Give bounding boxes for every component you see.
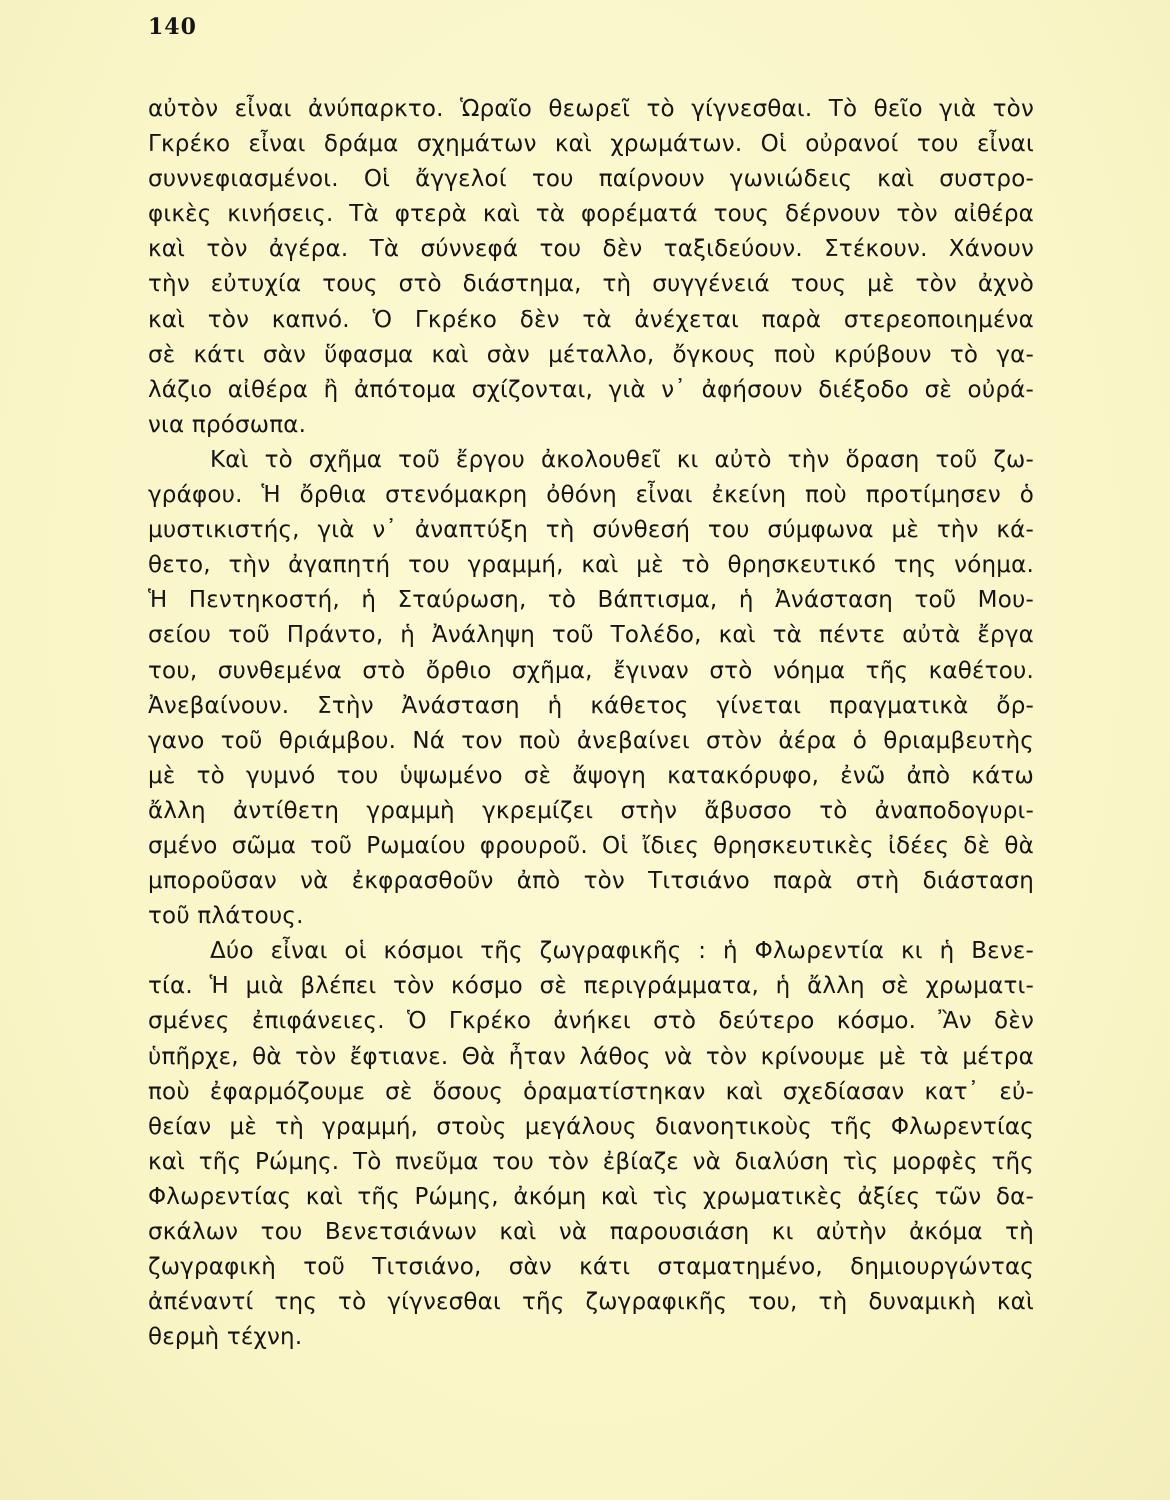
text-line: Ἡ Πεντηκοστή, ἡ Σταύρωση, τὸ Βάπτισμα, ἡ Ἀνάσταση τοῦ Μου- [148,587,1034,614]
text-line: συννεφιασμένοι. Οἱ ἄγγελοί του παίρνουν γωνιώδεις καὶ συστρο- [148,166,1034,193]
body-text [148,92,1034,1355]
text-line: φικὲς κινήσεις. Τὰ φτερὰ καὶ τὰ φορέματά τους δέρνουν τὸν αἰθέρα [148,201,1034,228]
text-line: καὶ τῆς Ρώμης. Τὸ πνεῦμα του τὸν ἐβίαζε νὰ διαλύση τὶς μορφὲς τῆς [148,1148,1034,1175]
text-line: ἀπέναντί της τὸ γίγνεσθαι τῆς ζωγραφικῆς του, τὴ δυναμικὴ καὶ [148,1289,1034,1316]
text-line: θερμὴ τέχνη. [148,1324,303,1351]
text-line: γανο τοῦ θριάμβου. Νά τον ποὺ ἀνεβαίνει στὸν ἀέρα ὁ θριαμβευτὴς [148,727,1034,754]
text-line: σὲ κάτι σὰν ὕφασμα καὶ σὰν μέταλλο, ὄγκους ποὺ κρύβουν τὸ γα- [148,341,1034,368]
text-line: σκάλων του Βενετσιάνων καὶ νὰ παρουσιάση κι αὐτὴν ἀκόμα τὴ [148,1219,1034,1245]
text-line: μποροῦσαν νὰ ἐκφρασθοῦν ἀπὸ τὸν Τιτσιάνο παρὰ στὴ διάσταση [148,868,1034,895]
text-line: τοῦ πλάτους. [148,903,304,930]
text-line: Φλωρεντίας καὶ τῆς Ρώμης, ἀκόμη καὶ τὶς χρωματικὲς ἀξίες τῶν δα- [148,1183,1034,1210]
paragraph-first-line: Δύο εἶναι οἱ κόσμοι τῆς ζωγραφικῆς : ἡ Φλωρεντία κι ἡ Βενε- [210,938,1034,965]
text-line: ἄλλη ἀντίθετη γραμμὴ γκρεμίζει στὴν ἄβυσσο τὸ ἀναποδογυρι- [148,797,1034,824]
text-line: καὶ τὸν ἀγέρα. Τὰ σύννεφά του δὲν ταξιδεύουν. Στέκουν. Χάνουν [148,236,1034,263]
text-line: σμένες ἐπιφάνειες. Ὁ Γκρέκο ἀνήκει στὸ δεύτερο κόσμο. Ἂν δὲν [148,1008,1034,1035]
text-line: του, συνθεμένα στὸ ὄρθιο σχῆμα, ἔγιναν στὸ νόημα τῆς καθέτου. [148,657,1034,684]
text-line: μὲ τὸ γυμνό του ὑψωμένο σὲ ἄψογη κατακόρυφο, ἐνῶ ἀπὸ κάτω [148,762,1034,789]
text-line: ποὺ ἐφαρμόζουμε σὲ ὅσους ὁραματίστηκαν καὶ σχεδίασαν κατ᾽ εὐ- [148,1078,1034,1105]
text-line: θετο, τὴν ἀγαπητή του γραμμή, καὶ μὲ τὸ θρησκευτικό της νόημα. [148,552,1034,579]
text-line: λάζιο αἰθέρα ἢ ἀπότομα σχίζονται, γιὰ ν᾽ ἀφήσουν διέξοδο σὲ οὐρά- [148,376,1034,403]
text-line: Γκρέκο εἶναι δράμα σχημάτων καὶ χρωμάτων. Οἱ οὐρανοί του εἶναι [148,131,1034,158]
text-line: Ἀνεβαίνουν. Στὴν Ἀνάσταση ἡ κάθετος γίνεται πραγματικὰ ὄρ- [148,692,1034,719]
text-line: καὶ τὸν καπνό. Ὁ Γκρέκο δὲν τὰ ἀνέχεται παρὰ στερεοποιημένα [148,306,1034,333]
text-line: σμένο σῶμα τοῦ Ρωμαίου φρουροῦ. Οἱ ἴδιες θρησκευτικὲς ἰδέες δὲ θὰ [148,832,1034,859]
paragraph-first-line: Καὶ τὸ σχῆμα τοῦ ἔργου ἀκολουθεῖ κι αὐτὸ τὴν ὅραση τοῦ ζω- [210,446,1034,473]
text-line: τία. Ἡ μιὰ βλέπει τὸν κόσμο σὲ περιγράμματα, ἡ ἄλλη σὲ χρωματι- [148,973,1034,1000]
text-line: θείαν μὲ τὴ γραμμή, στοὺς μεγάλους διανοητικοὺς τῆς Φλωρεντίας [148,1113,1034,1140]
text-line: μυστικιστής, γιὰ ν᾽ ἀναπτύξη τὴ σύνθεσή του σύμφωνα μὲ τὴν κά- [148,517,1034,544]
text-line: τὴν εὐτυχία τους στὸ διάστημα, τὴ συγγένειά τους μὲ τὸν ἀχνὸ [148,271,1034,298]
text-line: ὑπῆρχε, θὰ τὸν ἔφτιανε. Θὰ ἦταν λάθος νὰ τὸν κρίνουμε μὲ τὰ μέτρα [148,1043,1034,1070]
text-line: γράφου. Ἡ ὄρθια στενόμακρη ὀθόνη εἶναι ἐκείνη ποὺ προτίμησεν ὁ [148,482,1034,509]
text-line: νια πρόσωπα. [148,411,307,438]
text-line: ζωγραφικὴ τοῦ Τιτσιάνο, σὰν κάτι σταματημένο, δημιουργώντας [148,1254,1034,1281]
page-number: 140 [148,14,197,40]
text-line: σείου τοῦ Πράντο, ἡ Ἀνάληψη τοῦ Τολέδο, καὶ τὰ πέντε αὐτὰ ἔργα [148,622,1034,649]
text-line: αὐτὸν εἶναι ἀνύπαρκτο. Ὡραῖο θεωρεῖ τὸ γίγνεσθαι. Τὸ θεῖο γιὰ τὸν [148,96,1034,122]
